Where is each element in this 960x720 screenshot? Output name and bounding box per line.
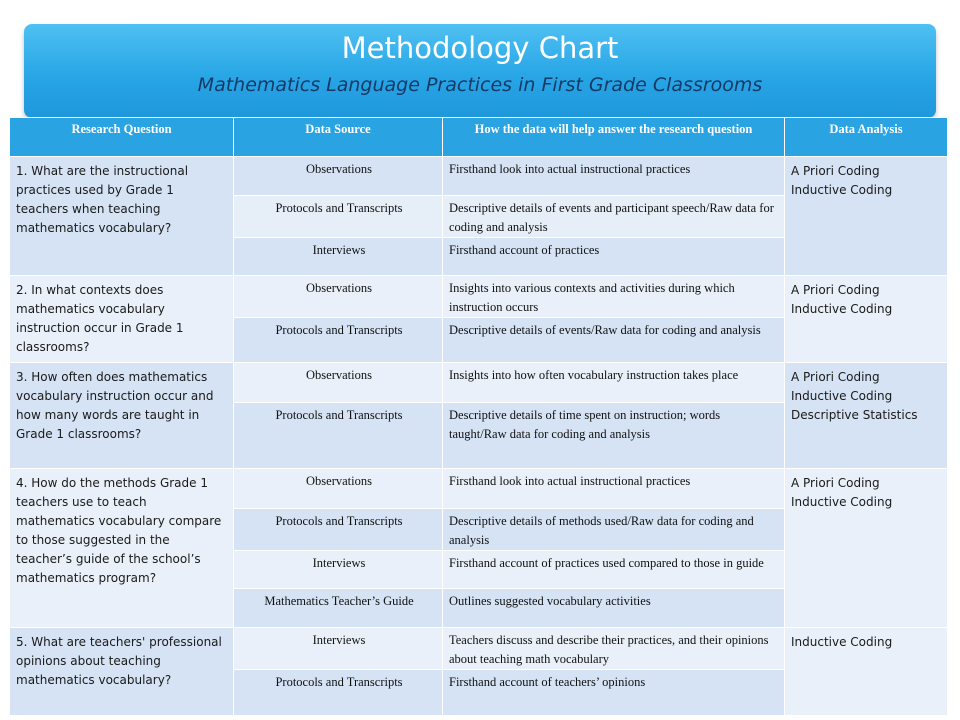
page-title: Methodology Chart — [341, 31, 619, 65]
table-row — [10, 628, 948, 670]
data-purpose: Insights into how often vocabulary instruction takes place — [443, 363, 785, 403]
table-row — [10, 276, 948, 318]
data-source: Protocols and Transcripts — [234, 670, 443, 716]
data-analysis: A Priori Coding Inductive Coding Descriptive Statistics — [785, 363, 948, 469]
research-question: 5. What are teachers' professional opinions about teaching mathematics vocabulary? — [10, 628, 234, 716]
title-banner — [24, 24, 936, 118]
data-analysis: A Priori Coding Inductive Coding — [785, 469, 948, 628]
data-purpose: Descriptive details of events and participant speech/Raw data for coding and analysis — [443, 196, 785, 238]
data-purpose: Firsthand look into actual instructional practices — [443, 469, 785, 509]
data-source: Interviews — [234, 238, 443, 276]
data-source: Observations — [234, 363, 443, 403]
data-purpose: Outlines suggested vocabulary activities — [443, 589, 785, 628]
research-question: 3. How often does mathematics vocabulary instruction occur and how many words are taught in Grade 1 classrooms? — [10, 363, 234, 469]
data-source: Mathematics Teacher’s Guide — [234, 589, 443, 628]
column-header: How the data will help answer the research question — [443, 118, 785, 157]
research-question: 1. What are the instructional practices used by Grade 1 teachers when teaching mathematics vocabulary? — [10, 157, 234, 276]
data-purpose: Teachers discuss and describe their practices, and their opinions about teaching math vocabulary — [443, 628, 785, 670]
data-source: Protocols and Transcripts — [234, 403, 443, 469]
page-subtitle: Mathematics Language Practices in First Grade Classrooms — [197, 74, 763, 96]
data-source: Observations — [234, 276, 443, 318]
data-source: Protocols and Transcripts — [234, 509, 443, 551]
column-header: Research Question — [10, 118, 234, 157]
research-question: 4. How do the methods Grade 1 teachers use to teach mathematics vocabulary compare to those suggested in the teacher’s guide of the school’s mathematics program? — [10, 469, 234, 628]
data-source: Interviews — [234, 628, 443, 670]
column-header: Data Analysis — [785, 118, 948, 157]
table-header-row — [10, 118, 948, 157]
data-analysis: A Priori Coding Inductive Coding — [785, 157, 948, 276]
data-source: Observations — [234, 469, 443, 509]
data-source: Observations — [234, 157, 443, 196]
data-purpose: Firsthand look into actual instructional practices — [443, 157, 785, 196]
methodology-table — [9, 117, 948, 716]
research-question: 2. In what contexts does mathematics vocabulary instruction occur in Grade 1 classrooms? — [10, 276, 234, 363]
data-purpose: Insights into various contexts and activities during which instruction occurs — [443, 276, 785, 318]
data-purpose: Firsthand account of practices — [443, 238, 785, 276]
data-purpose: Firsthand account of teachers’ opinions — [443, 670, 785, 716]
data-purpose: Descriptive details of events/Raw data for coding and analysis — [443, 318, 785, 363]
column-header: Data Source — [234, 118, 443, 157]
data-purpose: Descriptive details of time spent on instruction; words taught/Raw data for coding and analysis — [443, 403, 785, 469]
data-source: Protocols and Transcripts — [234, 318, 443, 363]
data-purpose: Firsthand account of practices used compared to those in guide — [443, 551, 785, 589]
data-purpose: Descriptive details of methods used/Raw data for coding and analysis — [443, 509, 785, 551]
table-row — [10, 469, 948, 509]
table-row — [10, 363, 948, 403]
data-source: Protocols and Transcripts — [234, 196, 443, 238]
data-analysis: Inductive Coding — [785, 628, 948, 716]
data-analysis: A Priori Coding Inductive Coding — [785, 276, 948, 363]
data-source: Interviews — [234, 551, 443, 589]
table-row — [10, 157, 948, 196]
table-body — [10, 157, 948, 716]
